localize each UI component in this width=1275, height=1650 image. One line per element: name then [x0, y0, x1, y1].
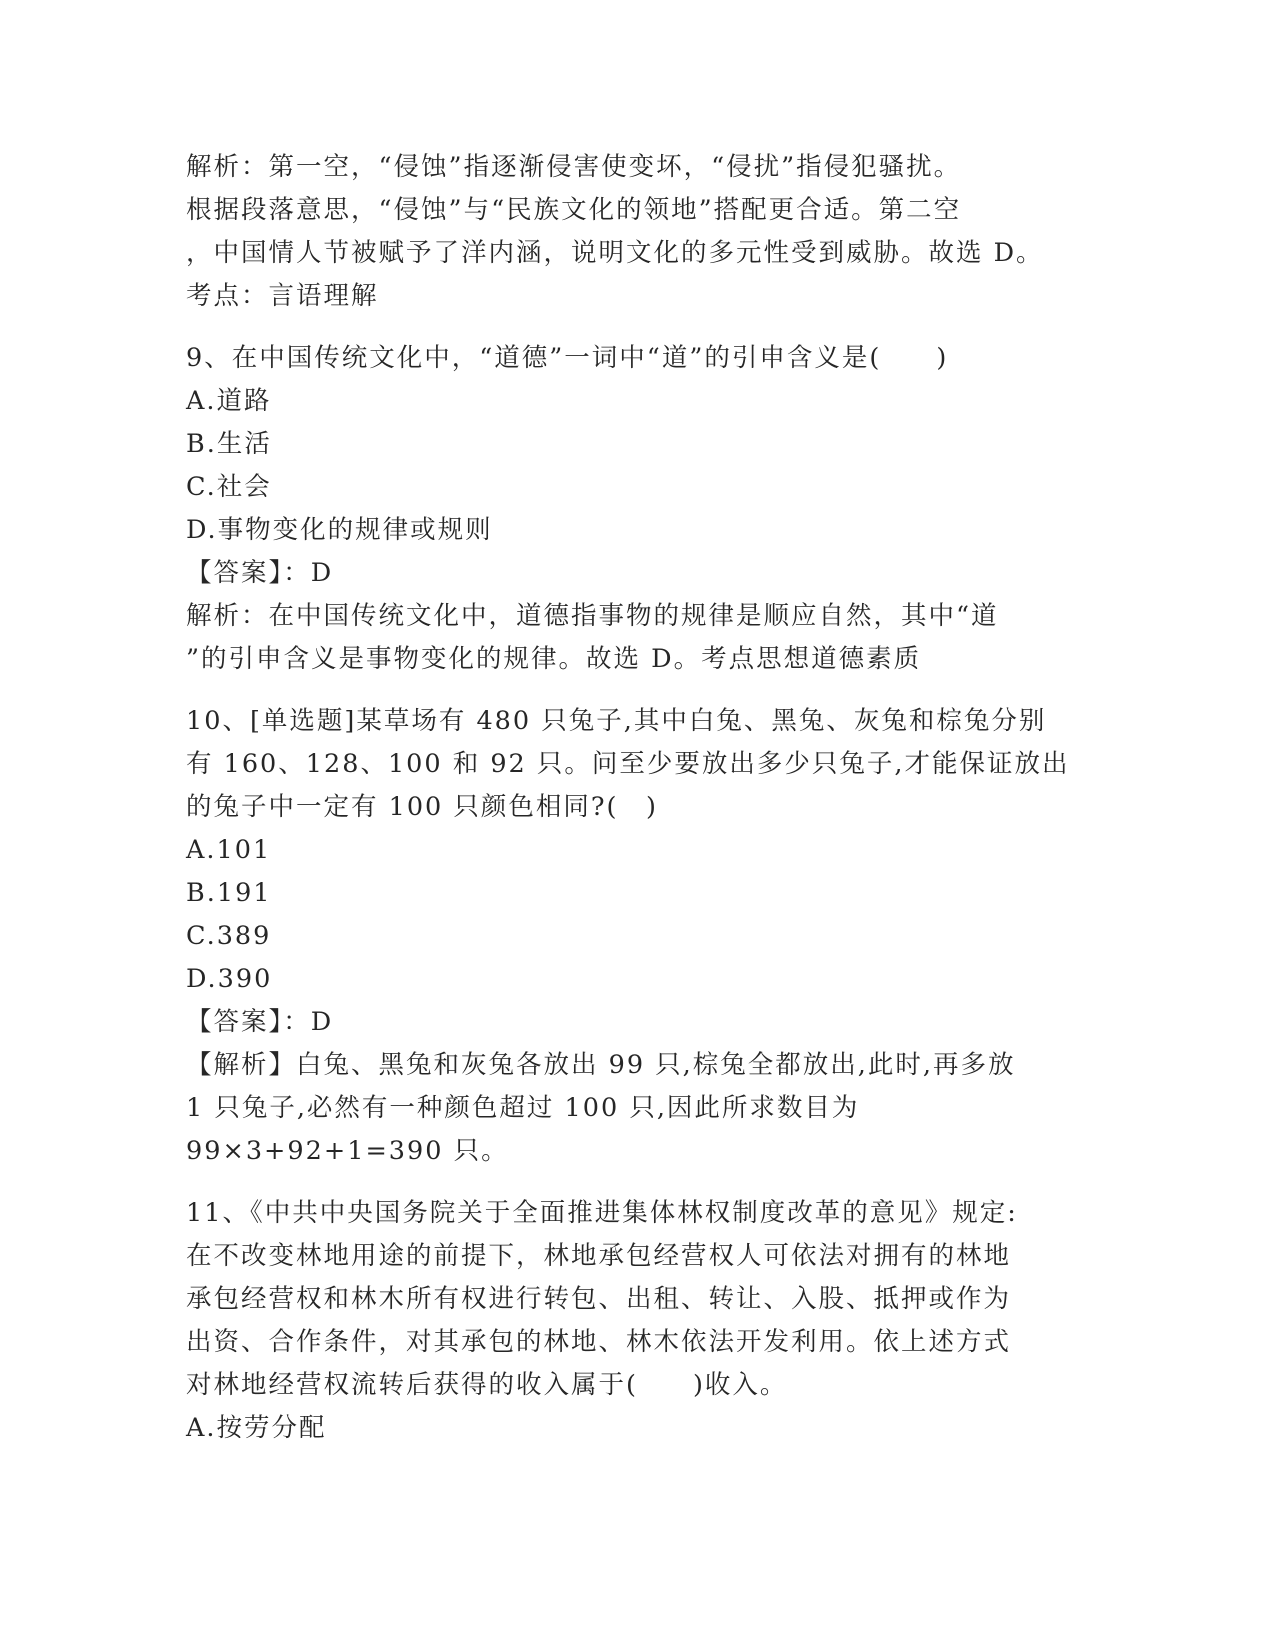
q11-option-a: A.按劳分配 [186, 1413, 327, 1443]
q8-explanation-block [186, 146, 1086, 318]
q9-explanation-line-1: 解析：在中国传统文化中，道德指事物的规律是顺应自然，其中“道 [186, 601, 999, 631]
q10-stem-line-1: 10、[单选题]某草场有 480 只兔子,其中白兔、黑兔、灰兔和棕兔分别 [186, 706, 1047, 736]
q10-option-a: A.101 [186, 835, 272, 865]
q11-stem-line-1: 11、《中共中央国务院关于全面推进集体林权制度改革的意见》规定: [186, 1198, 1018, 1228]
q9-option-a: A.道路 [186, 386, 272, 416]
document-body [186, 146, 1086, 1450]
spacer [186, 318, 1086, 337]
q10-option-c: C.389 [186, 921, 272, 951]
q9-stem: 9、在中国传统文化中，“道德”一词中“道”的引申含义是( ) [186, 343, 949, 373]
q10-answer: 【答案】：D [186, 1007, 334, 1037]
q8-topic: 考点：言语理解 [186, 281, 379, 311]
q11-stem-line-3: 承包经营权和林木所有权进行转包、出租、转让、入股、抵押或作为 [186, 1284, 1012, 1314]
q9-explanation-line-2: ”的引申含义是事物变化的规律。故选 D。考点思想道德素质 [186, 644, 922, 674]
spacer [186, 1173, 1086, 1192]
question-11 [186, 1192, 1086, 1450]
q10-stem-line-3: 的兔子中一定有 100 只颜色相同?( ) [186, 792, 658, 822]
q9-option-b: B.生活 [186, 429, 272, 459]
spacer [186, 681, 1086, 700]
q9-answer: 【答案】：D [186, 558, 334, 588]
q9-option-d: D.事物变化的规律或规则 [186, 515, 493, 545]
q11-stem-line-4: 出资、合作条件，对其承包的林地、林木依法开发利用。依上述方式 [186, 1327, 1012, 1357]
q10-option-d: D.390 [186, 964, 273, 994]
q10-explanation-line-2: 1 只兔子,必然有一种颜色超过 100 只,因此所求数目为 [186, 1093, 860, 1123]
q10-explanation-line-1: 【解析】白兔、黑兔和灰兔各放出 99 只,棕兔全都放出,此时,再多放 [186, 1050, 1016, 1080]
q10-stem-line-2: 有 160、128、100 和 92 只。问至少要放出多少只兔子,才能保证放出 [186, 749, 1070, 779]
q8-explanation-line-2: 根据段落意思，“侵蚀”与“民族文化的领地”搭配更合适。第二空 [186, 195, 962, 225]
q11-stem-line-2: 在不改变林地用途的前提下，林地承包经营权人可依法对拥有的林地 [186, 1241, 1012, 1271]
question-10 [186, 700, 1086, 1173]
q9-option-c: C.社会 [186, 472, 272, 502]
q8-explanation-line-3: ，中国情人节被赋予了洋内涵，说明文化的多元性受到威胁。故选 D。 [186, 238, 1044, 268]
q10-option-b: B.191 [186, 878, 272, 908]
q8-explanation-line-1: 解析：第一空，“侵蚀”指逐渐侵害使变坏，“侵扰”指侵犯骚扰。 [186, 152, 962, 182]
q10-explanation-line-3: 99×3+92+1=390 只。 [186, 1136, 509, 1166]
q11-stem-line-5: 对林地经营权流转后获得的收入属于( )收入。 [186, 1370, 788, 1400]
question-9 [186, 337, 1086, 681]
